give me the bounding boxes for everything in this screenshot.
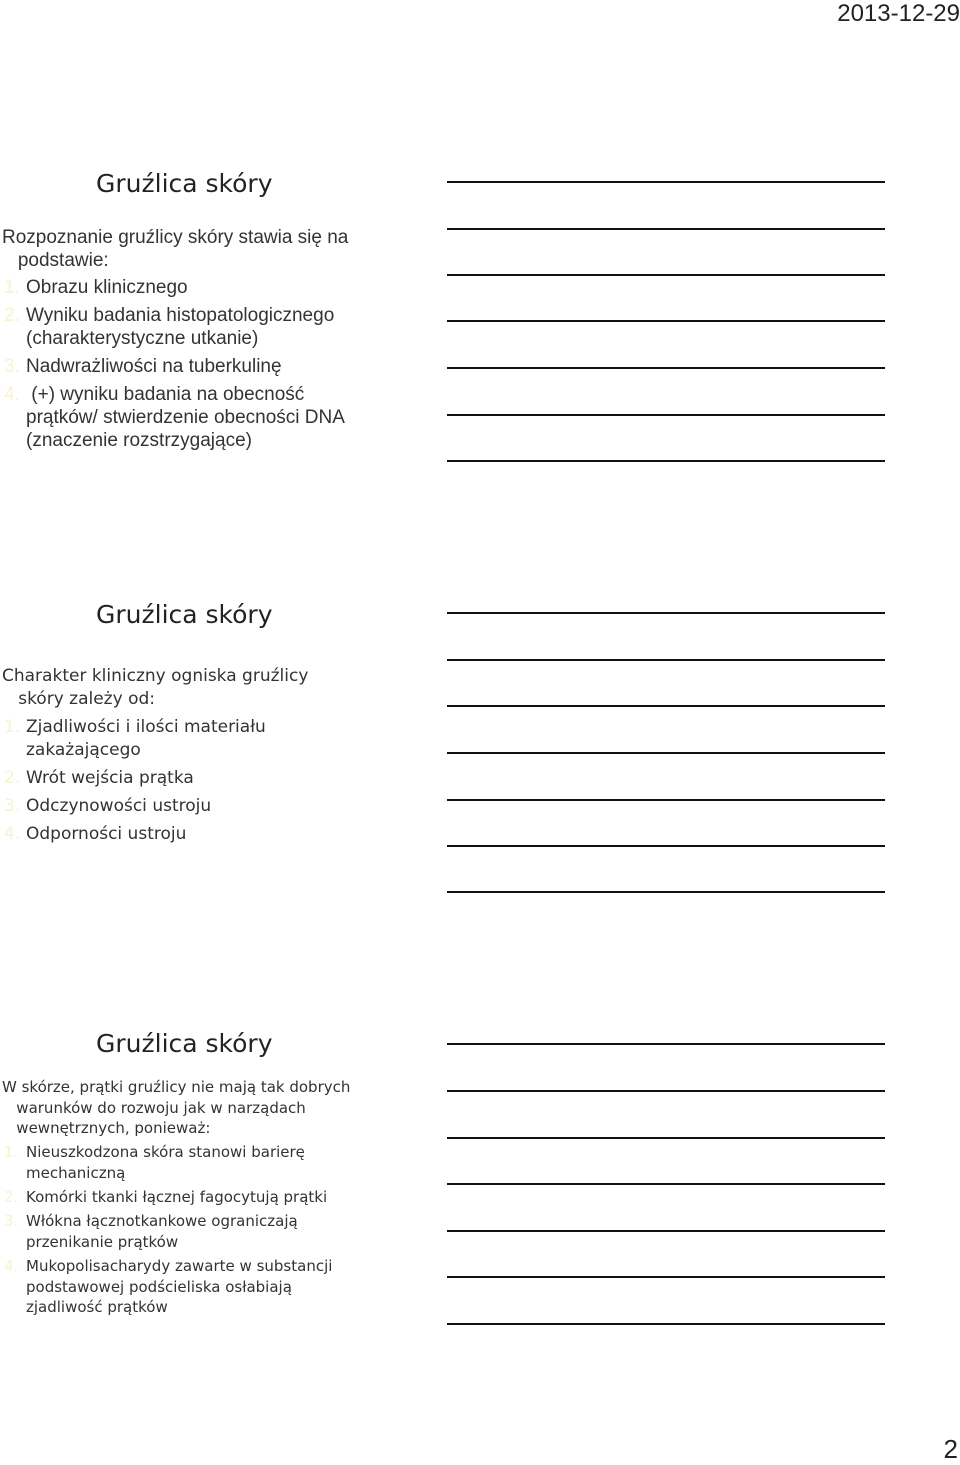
list-item-continuation: zakażającego bbox=[26, 740, 141, 760]
list-item: Nieuszkodzona skóra stanowi barierę bbox=[26, 1143, 305, 1161]
note-line bbox=[447, 1276, 885, 1278]
slide-intro-line: W skórze, prątki gruźlicy nie mają tak dobrych bbox=[2, 1078, 351, 1096]
list-number: 4. bbox=[4, 1257, 19, 1275]
list-item: Włókna łącznotkankowe ograniczają bbox=[26, 1212, 298, 1230]
note-line bbox=[447, 752, 885, 754]
slide-intro-line: skóry zależy od: bbox=[2, 689, 155, 709]
list-item-continuation: mechaniczną bbox=[26, 1164, 126, 1182]
list-number: 1. bbox=[4, 717, 21, 737]
list-number: 4. bbox=[4, 824, 21, 844]
note-line bbox=[447, 414, 885, 416]
list-item-continuation: prątków/ stwierdzenie obecności DNA bbox=[26, 407, 345, 428]
list-item-continuation: zjadliwość prątków bbox=[26, 1298, 168, 1316]
note-line bbox=[447, 705, 885, 707]
note-line bbox=[447, 274, 885, 276]
page-number: 2 bbox=[943, 1434, 958, 1464]
list-number: 4. bbox=[4, 384, 20, 405]
slide-title: Gruźlica skóry bbox=[96, 169, 273, 198]
list-number: 2. bbox=[4, 768, 21, 788]
list-number: 3. bbox=[4, 1212, 19, 1230]
slide-title: Gruźlica skóry bbox=[96, 1029, 273, 1058]
list-item: Zjadliwości i ilości materiału bbox=[26, 717, 266, 737]
list-number: 2. bbox=[4, 305, 20, 326]
slide-3 bbox=[0, 1029, 440, 1322]
note-line bbox=[447, 1323, 885, 1325]
document-date: 2013-12-29 bbox=[837, 0, 960, 27]
list-number: 3. bbox=[4, 356, 20, 377]
slide-intro-line: Charakter kliniczny ogniska gruźlicy bbox=[2, 666, 309, 686]
list-item-continuation: przenikanie prątków bbox=[26, 1233, 179, 1251]
note-line bbox=[447, 1043, 885, 1045]
list-number: 1. bbox=[4, 277, 20, 298]
note-line bbox=[447, 799, 885, 801]
list-item: Odporności ustroju bbox=[26, 824, 187, 844]
note-line bbox=[447, 612, 885, 614]
slide-intro-line: warunków do rozwoju jak w narządach bbox=[2, 1099, 306, 1117]
list-number: 3. bbox=[4, 796, 21, 816]
list-item: (+) wyniku badania na obecność bbox=[26, 384, 305, 405]
slide-intro-line: Rozpoznanie gruźlicy skóry stawia się na bbox=[2, 227, 349, 248]
note-line bbox=[447, 845, 885, 847]
note-line bbox=[447, 460, 885, 462]
list-item-continuation: (znaczenie rozstrzygające) bbox=[26, 430, 252, 451]
note-line bbox=[447, 1137, 885, 1139]
list-item-continuation: (charakterystyczne utkanie) bbox=[26, 328, 259, 349]
note-line bbox=[447, 181, 885, 183]
list-item: Obrazu klinicznego bbox=[26, 277, 188, 298]
list-item: Komórki tkanki łącznej fagocytują prątki bbox=[26, 1188, 328, 1206]
slide-1 bbox=[0, 170, 440, 470]
list-number: 2. bbox=[4, 1188, 19, 1206]
slide-intro-line: podstawie: bbox=[2, 250, 109, 271]
list-item: Nadwrażliwości na tuberkulinę bbox=[26, 356, 282, 377]
note-line bbox=[447, 228, 885, 230]
list-item: Odczynowości ustroju bbox=[26, 796, 212, 816]
slide-2 bbox=[0, 601, 440, 861]
slide-intro-line: wewnętrznych, ponieważ: bbox=[2, 1119, 211, 1137]
note-line bbox=[447, 367, 885, 369]
list-item: Wrót wejścia prątka bbox=[26, 768, 194, 788]
note-line bbox=[447, 1230, 885, 1232]
list-item: Wyniku badania histopatologicznego bbox=[26, 305, 335, 326]
list-item: Mukopolisacharydy zawarte w substancji bbox=[26, 1257, 333, 1275]
note-line bbox=[447, 1183, 885, 1185]
note-line bbox=[447, 659, 885, 661]
note-line bbox=[447, 891, 885, 893]
note-line bbox=[447, 1090, 885, 1092]
slide-title: Gruźlica skóry bbox=[96, 600, 273, 629]
note-line bbox=[447, 320, 885, 322]
list-item-continuation: podstawowej podścieliska osłabiają bbox=[26, 1278, 292, 1296]
list-number: 1. bbox=[4, 1143, 19, 1161]
